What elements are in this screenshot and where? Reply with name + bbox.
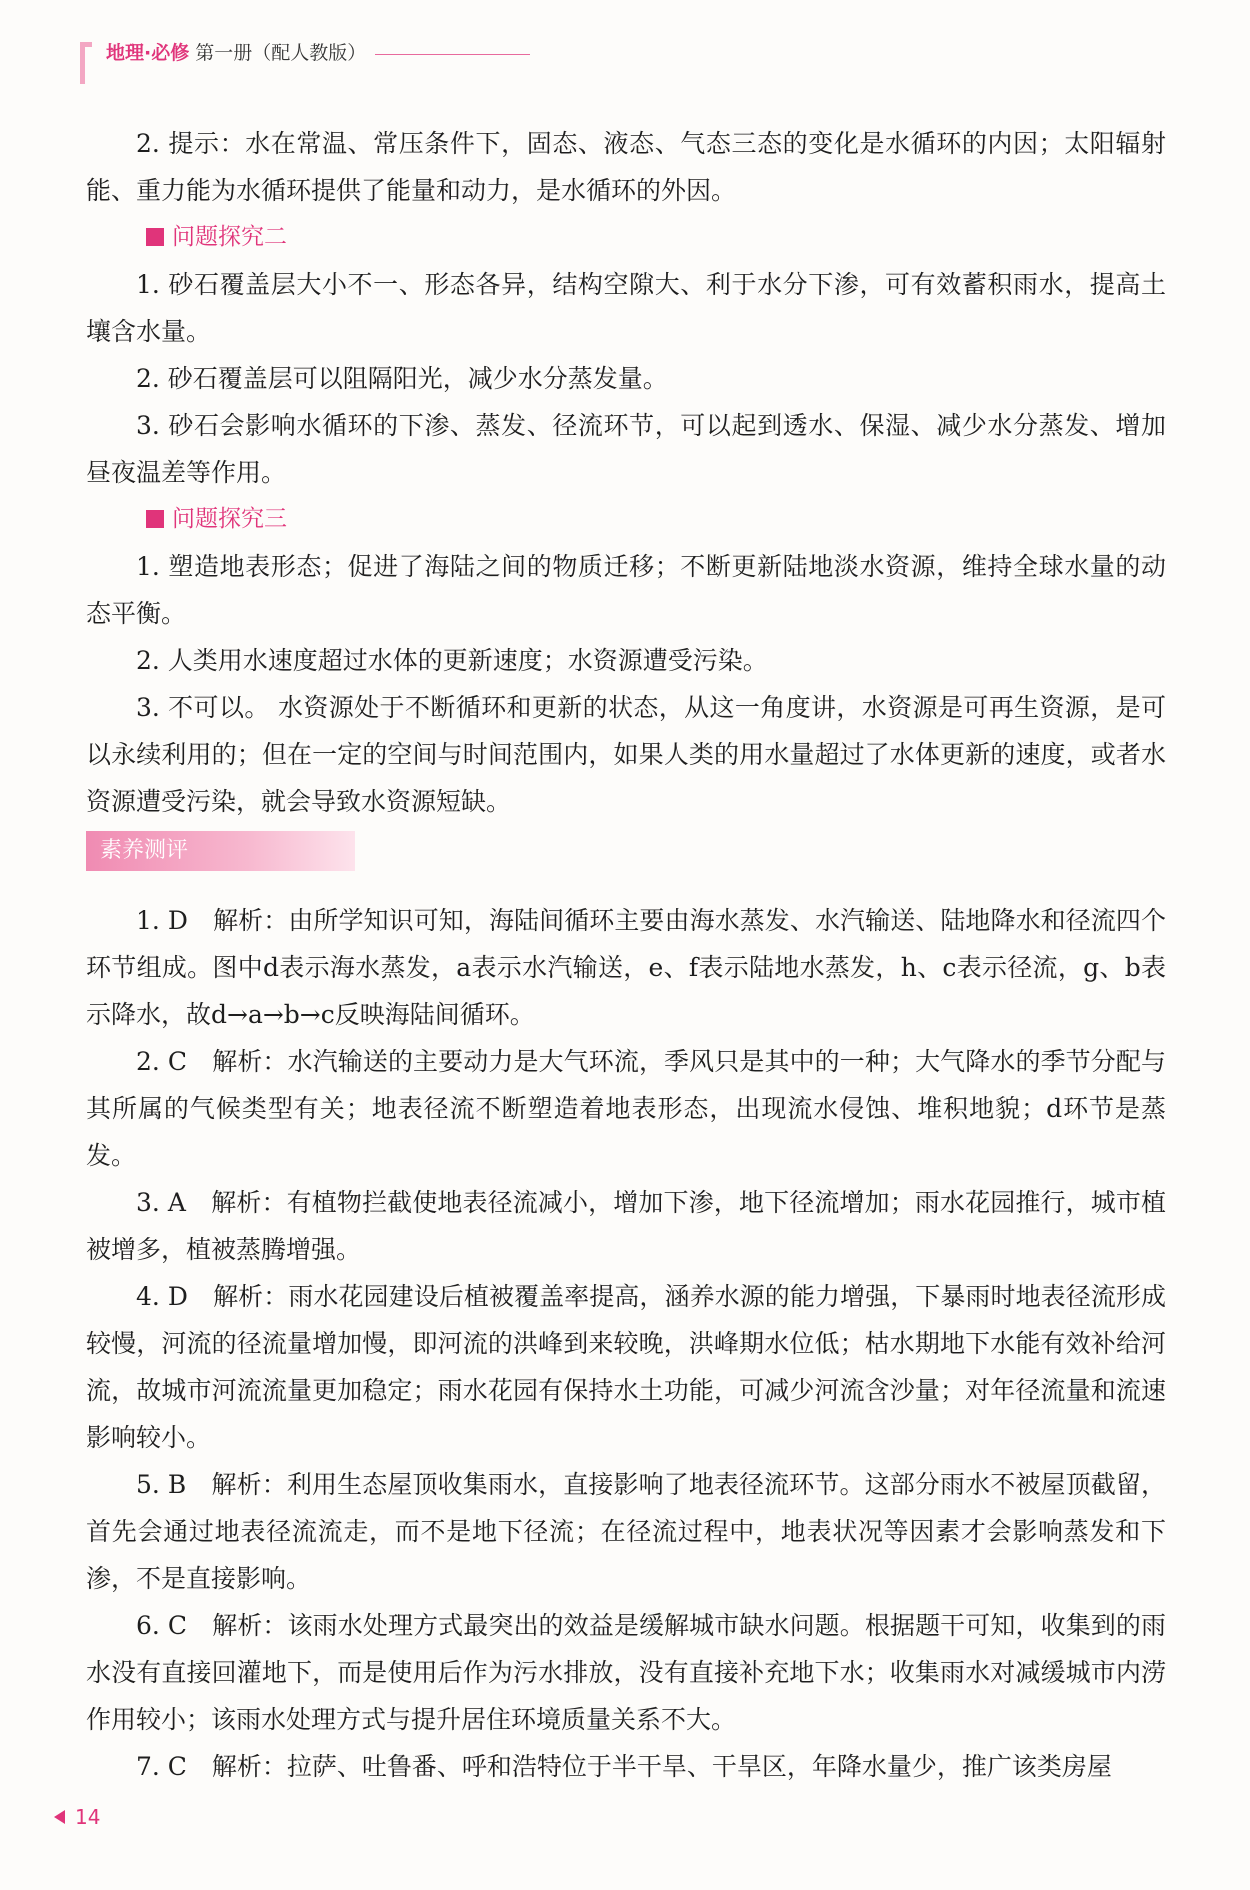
corner-bracket-decoration <box>80 42 92 84</box>
answer-paragraph: 2. 人类用水速度超过水体的更新速度；水资源遭受污染。 <box>136 646 768 675</box>
answer-paragraph: 2. C 解析：水汽输送的主要动力是大气环流，季风只是其中的一种；大气降水的季节分配与其所属的气候类型有关；地表径流不断塑造着地表形态，出现流水侵蚀、堆积地貌；d环节是蒸发。 <box>86 1047 1166 1170</box>
section-heading <box>86 214 1166 261</box>
header-book: 第一册（配人教版） <box>195 42 367 64</box>
section-banner-wrap <box>86 831 1166 887</box>
header-rule <box>375 54 530 55</box>
answer-paragraph: 3. 砂石会影响水循环的下渗、蒸发、径流环节，可以起到透水、保湿、减少水分蒸发、增加昼夜温差等作用。 <box>86 411 1166 487</box>
answer-paragraph: 1. 塑造地表形态；促进了海陆之间的物质迁移；不断更新陆地淡水资源，维持全球水量的动态平衡。 <box>86 552 1166 628</box>
section-heading-label: 问题探究二 <box>172 224 287 250</box>
answer-paragraph: 7. C 解析：拉萨、吐鲁番、呼和浩特位于半干旱、干旱区，年降水量少，推广该类房屋 <box>136 1752 1112 1781</box>
answer-paragraph: 1. 砂石覆盖层大小不一、形态各异，结构空隙大、利于水分下渗，可有效蓄积雨水，提高土壤含水量。 <box>86 270 1166 346</box>
answer-paragraph: 2. 提示：水在常温、常压条件下，固态、液态、气态三态的变化是水循环的内因；太阳辐射能、重力能为水循环提供了能量和动力，是水循环的外因。 <box>86 129 1166 205</box>
answer-paragraph: 2. 砂石覆盖层可以阻隔阳光，减少水分蒸发量。 <box>136 364 668 393</box>
section-heading-label: 问题探究三 <box>172 506 287 532</box>
square-bullet-icon <box>146 228 164 246</box>
header-subject: 地理·必修 <box>106 42 190 64</box>
answer-paragraph: 3. 不可以。 水资源处于不断循环和更新的状态，从这一角度讲，水资源是可再生资源，是可以永续利用的；但在一定的空间与时间范围内，如果人类的用水量超过了水体更新的速度，或者水资源遭受污染，就会导致水资源短缺。 <box>86 693 1166 816</box>
answer-paragraph: 5. B 解析：利用生态屋顶收集雨水，直接影响了地表径流环节。这部分雨水不被屋顶截留，首先会通过地表径流流走，而不是地下径流；在径流过程中，地表状况等因素才会影响蒸发和下渗，不是直接影响。 <box>86 1470 1166 1593</box>
left-triangle-icon <box>54 1810 65 1824</box>
answer-paragraph: 4. D 解析：雨水花园建设后植被覆盖率提高，涵养水源的能力增强，下暴雨时地表径流形成较慢，河流的径流量增加慢，即河流的洪峰到来较晚，洪峰期水位低；枯水期地下水能有效补给河流，故城市河流流量更加稳定；雨水花园有保持水土功能，可减少河流含沙量；对年径流量和流速影响较小。 <box>86 1282 1166 1452</box>
answer-paragraph: 1. D 解析：由所学知识可知，海陆间循环主要由海水蒸发、水汽输送、陆地降水和径流四个环节组成。图中d表示海水蒸发，a表示水汽输送，e、f表示陆地水蒸发，h、c表示径流，g、b表示降水，故d→a→b→c反映海陆间循环。 <box>86 906 1166 1029</box>
answer-paragraph: 3. A 解析：有植物拦截使地表径流减小，增加下渗，地下径流增加；雨水花园推行，城市植被增多，植被蒸腾增强。 <box>86 1188 1166 1264</box>
page-content <box>86 120 1166 1790</box>
square-bullet-icon <box>146 510 164 528</box>
answer-paragraph: 6. C 解析：该雨水处理方式最突出的效益是缓解城市缺水问题。根据题干可知，收集到的雨水没有直接回灌地下，而是使用后作为污水排放，没有直接补充地下水；收集雨水对减缓城市内涝作用较小；该雨水处理方式与提升居住环境质量关系不大。 <box>86 1611 1166 1734</box>
section-banner: 素养测评 <box>86 831 355 871</box>
page-number: 14 <box>75 1805 101 1829</box>
page-footer <box>54 1805 100 1829</box>
section-heading <box>86 496 1166 543</box>
running-header <box>106 38 366 65</box>
